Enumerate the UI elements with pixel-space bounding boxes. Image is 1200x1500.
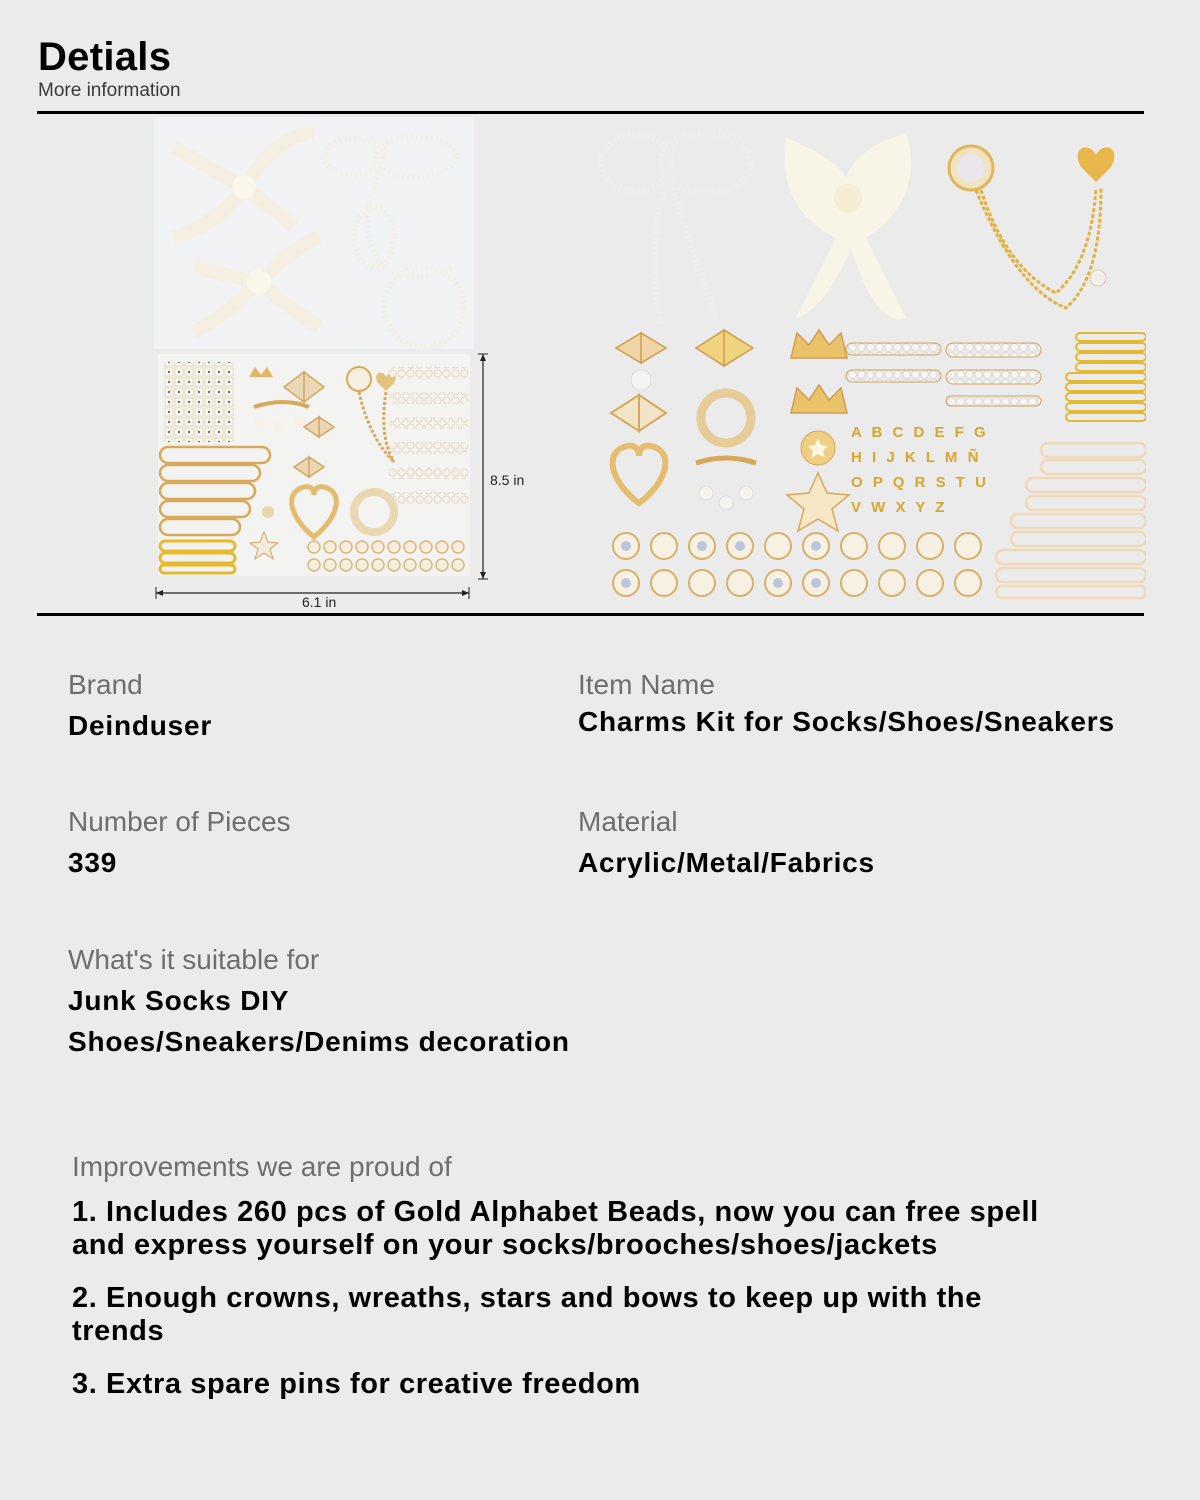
page-subtitle: More information [38, 80, 181, 101]
product-photo-packaged [154, 117, 474, 582]
top-divider [37, 111, 1144, 114]
spec-label-pieces: Number of Pieces [68, 806, 291, 837]
spec-label-brand: Brand [68, 669, 143, 700]
suitable-line-2: Shoes/Sneakers/Denims decoration [68, 1026, 570, 1057]
suitable-line-1: Junk Socks DIY [68, 985, 290, 1016]
improvement-item-1: 1. Includes 260 pcs of Gold Alphabet Beads, now you can free spell and express yourself on your socks/brooches/shoes/jackets [72, 1196, 1039, 1261]
spec-value-item-name: Charms Kit for Socks/Shoes/Sneakers [578, 706, 1115, 737]
improvement-item-3: 3. Extra spare pins for creative freedom [72, 1368, 641, 1400]
height-dimension-marker [476, 353, 490, 580]
improvement-item-2: 2. Enough crowns, wreaths, stars and bows to keep up with the trends [72, 1282, 982, 1347]
alphabet-beads: A B C D E F G H I J K L M Ñ O P Q R S T U V W X Y Z [851, 424, 989, 516]
spec-label-material: Material [578, 806, 678, 837]
improvements-label: Improvements we are proud of [72, 1151, 452, 1182]
spec-value-material: Acrylic/Metal/Fabrics [578, 847, 875, 878]
product-photo-contents [596, 118, 1146, 603]
page-title: Detials [38, 35, 172, 79]
suitable-label: What's it suitable for [68, 944, 320, 975]
spec-value-brand: Deinduser [68, 710, 213, 741]
spec-label-item-name: Item Name [578, 669, 715, 700]
bottom-divider [37, 613, 1144, 616]
height-dimension-label: 8.5 in [490, 472, 525, 488]
width-dimension-label: 6.1 in [302, 594, 337, 610]
spec-value-pieces: 339 [68, 847, 118, 878]
